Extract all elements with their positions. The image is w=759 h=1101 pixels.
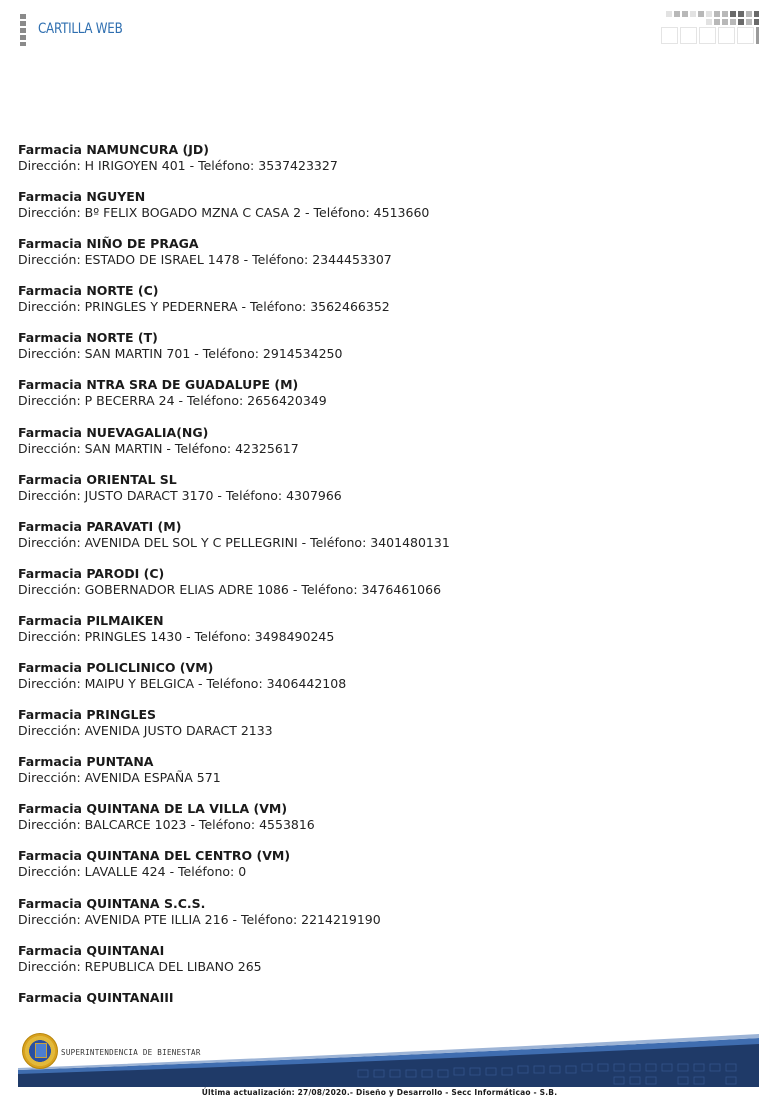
pharmacy-name: Farmacia PARAVATI (M) [18, 518, 182, 534]
pharmacy-entry [18, 189, 738, 236]
pharmacy-name: Farmacia NAMUNCURA (JD) [18, 142, 209, 157]
pharmacy-entry [18, 896, 738, 943]
pharmacy-entry [18, 848, 738, 895]
pharmacy-address: Dirección: AVENIDA ESPAÑA 571 [18, 770, 221, 786]
pharmacy-entry [18, 566, 738, 613]
pharmacy-entry [18, 236, 738, 283]
pharmacy-name: Farmacia POLICLINICO (VM) [18, 660, 214, 676]
pharmacy-entry [18, 377, 738, 424]
pharmacy-name: Farmacia ORIENTAL SL [18, 471, 177, 487]
pharmacy-address: Dirección: Bº FELIX BOGADO MZNA C CASA 2 - Teléfono: 4513660 [18, 205, 430, 221]
pharmacy-address: Dirección: PRINGLES 1430 - Teléfono: 3498490245 [18, 628, 335, 644]
pharmacy-entry [18, 613, 738, 660]
pharmacy-address: Dirección: ESTADO DE ISRAEL 1478 - Teléfono: 2344453307 [18, 252, 392, 268]
pharmacy-name: Farmacia QUINTANA S.C.S. [18, 895, 206, 911]
pharmacy-name: Farmacia QUINTANAIII [18, 989, 174, 1005]
pharmacy-name: Farmacia NGUYEN [18, 189, 146, 205]
footer-update-note: Última actualización: 27/08/2020.- Diseño y Desarrollo - Secc Informáticao - S.B. [201, 1088, 558, 1097]
pharmacy-entry [18, 519, 738, 566]
pharmacy-entry [18, 283, 738, 330]
pharmacy-entry [18, 425, 738, 472]
pharmacy-address: Dirección: H IRIGOYEN 401 - Teléfono: 3537423327 [18, 158, 338, 173]
pharmacy-entry [18, 943, 738, 990]
pharmacy-entry [18, 472, 738, 519]
pharmacy-address: Dirección: LAVALLE 424 - Teléfono: 0 [18, 864, 247, 880]
pharmacy-entry [18, 660, 738, 707]
pharmacy-entry [18, 330, 738, 377]
pharmacy-name: Farmacia QUINTANAI [18, 942, 165, 958]
pharmacy-address: Dirección: AVENIDA JUSTO DARACT 2133 [18, 723, 273, 739]
pharmacy-address: Dirección: REPUBLICA DEL LIBANO 265 [18, 958, 262, 974]
seal-logo [22, 1033, 58, 1069]
pharmacy-address: Dirección: GOBERNADOR ELIAS ADRE 1086 - Teléfono: 3476461066 [18, 581, 442, 597]
pharmacy-name: Farmacia NTRA SRA DE GUADALUPE (M) [18, 377, 299, 393]
pharmacy-entry [18, 754, 738, 801]
footer-organization: SUPERINTENDENCIA DE BIENESTAR [61, 1048, 201, 1057]
pharmacy-name: Farmacia NORTE (C) [18, 283, 159, 299]
pharmacy-address: Dirección: P BECERRA 24 - Teléfono: 2656420349 [18, 393, 327, 409]
pharmacy-list [18, 142, 738, 1037]
footer-wave-graphic [18, 1030, 759, 1087]
pharmacy-name: Farmacia PARODI (C) [18, 565, 165, 581]
pharmacy-name: Farmacia QUINTANA DEL CENTRO (VM) [18, 848, 291, 864]
pharmacy-name: Farmacia QUINTANA DE LA VILLA (VM) [18, 801, 288, 817]
header-decoration [636, 11, 759, 47]
pharmacy-name: Farmacia PRINGLES [18, 707, 157, 723]
pharmacy-address: Dirección: AVENIDA PTE ILLIA 216 - Teléfono: 2214219190 [18, 911, 381, 927]
pharmacy-name: Farmacia NIÑO DE PRAGA [18, 236, 199, 252]
pharmacy-address: Dirección: JUSTO DARACT 3170 - Teléfono: 4307966 [18, 487, 342, 503]
pharmacy-address: Dirección: AVENIDA DEL SOL Y C PELLEGRINI - Teléfono: 3401480131 [18, 534, 450, 550]
pharmacy-entry [18, 707, 738, 754]
header-marker-bar [20, 14, 26, 46]
pharmacy-address: Dirección: SAN MARTIN - Teléfono: 42325617 [18, 440, 299, 456]
pharmacy-address: Dirección: SAN MARTIN 701 - Teléfono: 2914534250 [18, 346, 343, 362]
pharmacy-entry [18, 142, 738, 189]
pharmacy-address: Dirección: BALCARCE 1023 - Teléfono: 4553816 [18, 817, 315, 833]
footer-banner [18, 1030, 759, 1087]
pharmacy-name: Farmacia PILMAIKEN [18, 612, 164, 628]
pharmacy-address: Dirección: PRINGLES Y PEDERNERA - Teléfono: 3562466352 [18, 299, 390, 315]
pharmacy-name: Farmacia NUEVAGALIA(NG) [18, 424, 209, 440]
page-title: CARTILLA WEB [38, 21, 123, 37]
pharmacy-name: Farmacia NORTE (T) [18, 330, 158, 346]
pharmacy-name: Farmacia PUNTANA [18, 754, 154, 770]
pharmacy-entry [18, 801, 738, 848]
pharmacy-address: Dirección: MAIPU Y BELGICA - Teléfono: 3406442108 [18, 676, 347, 692]
